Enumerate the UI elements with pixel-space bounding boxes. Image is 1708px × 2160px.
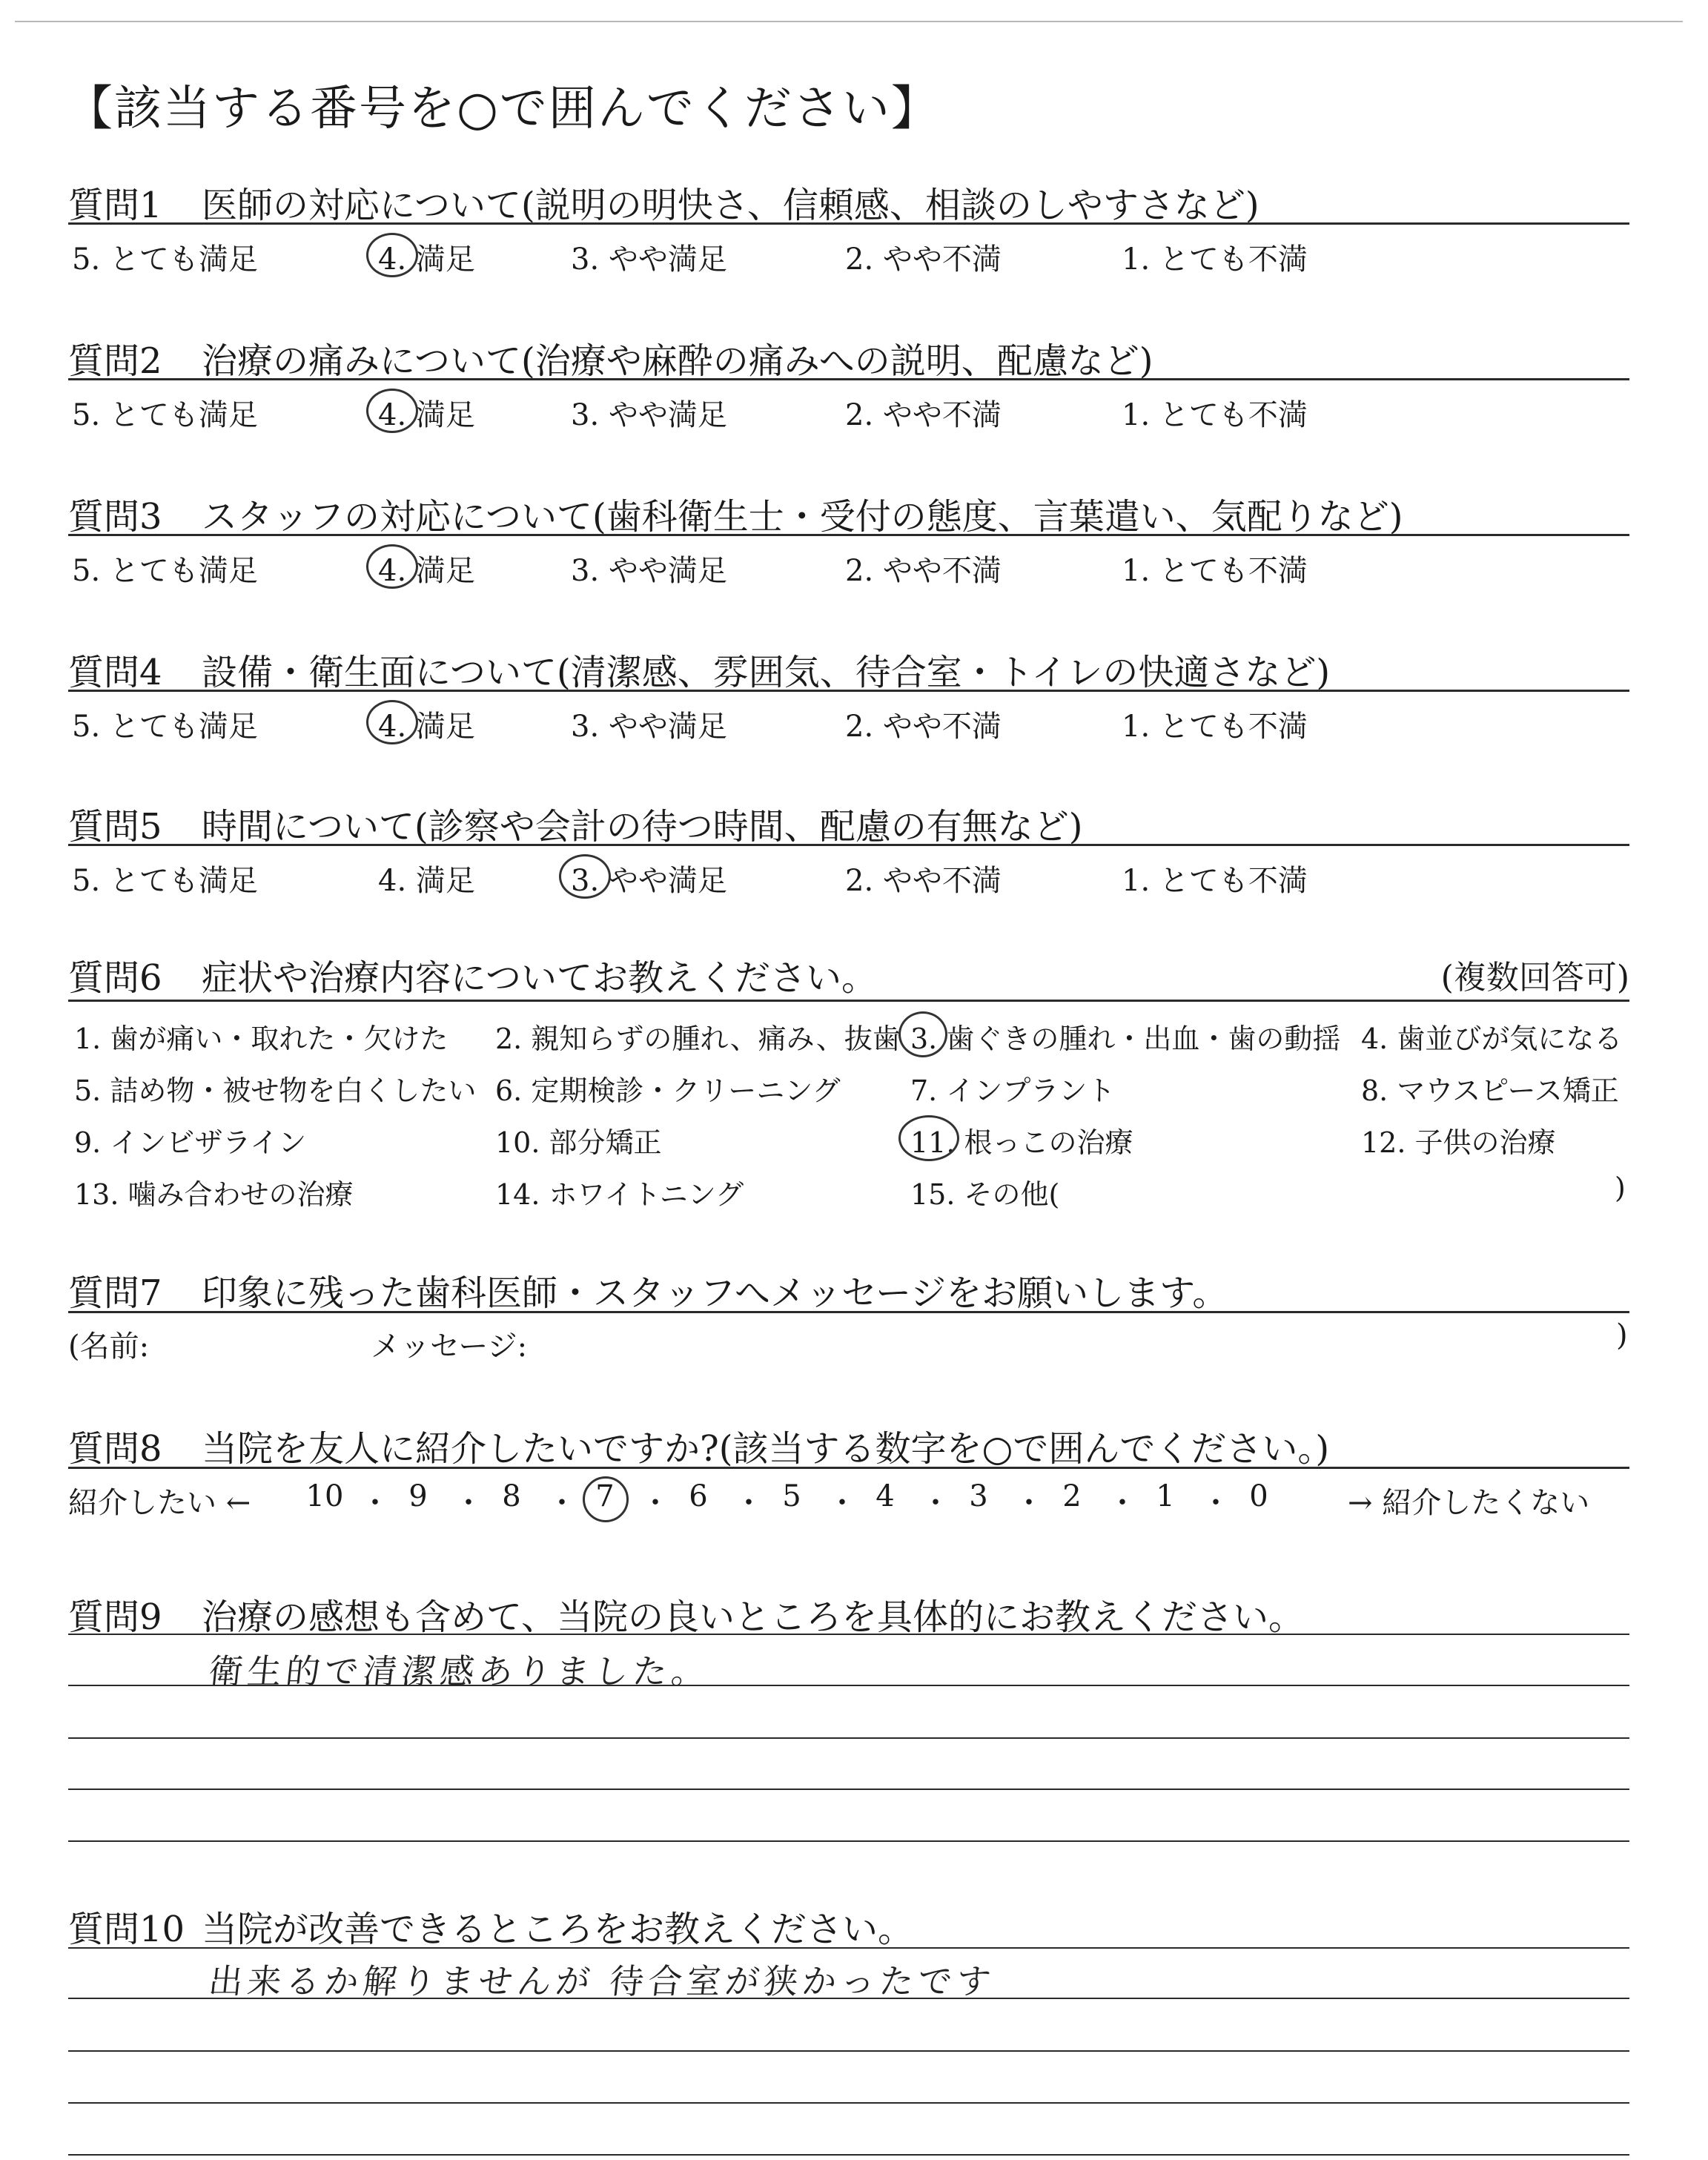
scale-value[interactable]: 10 — [305, 1479, 344, 1513]
scale-separator: ・ — [1108, 1486, 1137, 1520]
q10-handwritten-answer: 出来るか解りませんが 待合室が狭かったです — [206, 1961, 998, 2001]
scale-value[interactable]: 1 — [1156, 1479, 1175, 1513]
rating-option[interactable]: 1. とても不満 — [1122, 864, 1308, 898]
rating-option[interactable]: 2. やや不満 — [845, 710, 1002, 744]
answer-line — [68, 2102, 1629, 2104]
question-label: 質問4 — [68, 652, 162, 693]
question-5-title — [68, 798, 1083, 849]
rating-option[interactable]: 4. 満足 — [378, 554, 475, 588]
question-rule — [68, 690, 1629, 692]
q6-option[interactable]: 15. その他( — [910, 1178, 1060, 1211]
message-label: メッセージ: — [371, 1330, 528, 1364]
answer-line — [68, 1634, 1629, 1635]
selected-answer-circle — [583, 1476, 629, 1522]
question-text: 医師の対応について(説明の明快さ、信頼感、相談のしやすさなど) — [202, 185, 1260, 226]
rating-option[interactable]: 5. とても満足 — [72, 864, 258, 898]
question-label: 質問7 — [68, 1272, 162, 1314]
answer-line — [68, 1685, 1629, 1686]
q6-option[interactable]: 3. 歯ぐきの腫れ・出血・歯の動揺 — [910, 1023, 1341, 1055]
scale-separator: ・ — [734, 1486, 764, 1520]
rating-option[interactable]: 1. とても不満 — [1122, 710, 1308, 744]
message-close-paren: ) — [1616, 1318, 1628, 1353]
q6-option[interactable]: 14. ホワイトニング — [495, 1178, 744, 1211]
selected-answer-circle — [898, 1115, 959, 1161]
q6-option[interactable]: 8. マウスピース矯正 — [1361, 1074, 1619, 1107]
question-text: 時間について(診察や会計の待つ時間、配慮の有無など) — [202, 806, 1083, 848]
rating-option[interactable]: 3. やや満足 — [571, 398, 727, 432]
rating-option[interactable]: 5. とても満足 — [72, 242, 258, 277]
scale-value[interactable]: 3 — [969, 1479, 988, 1513]
scale-value[interactable]: 5 — [782, 1479, 801, 1513]
selected-answer-circle — [366, 700, 418, 744]
question-label: 質問1 — [68, 185, 162, 226]
rating-option[interactable]: 1. とても不満 — [1122, 554, 1308, 588]
question-1-title — [68, 176, 1260, 228]
question-label: 質問5 — [68, 806, 162, 848]
question-text: スタッフの対応について(歯科衛生士・受付の態度、言葉遣い、気配りなど) — [202, 496, 1403, 538]
answer-line — [68, 1789, 1629, 1790]
rating-option[interactable]: 1. とても不満 — [1122, 398, 1308, 432]
rating-option[interactable]: 3. やや満足 — [571, 710, 727, 744]
question-label: 質問3 — [68, 496, 162, 538]
rating-option[interactable]: 5. とても満足 — [72, 710, 258, 744]
question-3-title — [68, 488, 1403, 539]
question-text: 当院を友人に紹介したいですか?(該当する数字を○で囲んでください。) — [202, 1428, 1330, 1470]
q6-option[interactable]: 7. インプラント — [910, 1074, 1116, 1107]
question-10-title — [68, 1900, 913, 1952]
scale-separator: ・ — [360, 1486, 390, 1520]
rating-option[interactable]: 1. とても不満 — [1122, 242, 1308, 277]
rating-option[interactable]: 3. やや満足 — [571, 864, 727, 898]
rating-option[interactable]: 5. とても満足 — [72, 398, 258, 432]
question-6-title — [68, 949, 877, 1000]
name-label: (名前: — [68, 1330, 150, 1364]
question-label: 質問10 — [68, 1909, 185, 1950]
scale-separator: ・ — [547, 1486, 577, 1520]
question-text: 症状や治療内容についてお教えください。 — [202, 957, 878, 999]
scale-separator: ・ — [1201, 1486, 1231, 1520]
question-text: 印象に残った歯科医師・スタッフへメッセージをお願いします。 — [202, 1272, 1228, 1314]
other-close-paren: ) — [1615, 1172, 1626, 1204]
question-rule — [68, 844, 1629, 846]
scale-value[interactable]: 2 — [1062, 1479, 1082, 1513]
rating-option[interactable]: 2. やや不満 — [845, 398, 1002, 432]
selected-answer-circle — [366, 544, 418, 589]
q6-option[interactable]: 6. 定期検診・クリーニング — [495, 1074, 841, 1107]
q6-option[interactable]: 4. 歯並びが気になる — [1361, 1023, 1623, 1055]
instruction-header: 【該当する番号を○で囲んでください】 — [65, 82, 940, 136]
rating-option[interactable]: 2. やや不満 — [845, 554, 1002, 588]
top-border — [15, 21, 1683, 22]
question-4-title — [68, 644, 1330, 695]
question-text: 設備・衛生面について(清潔感、雰囲気、待合室・トイレの快適さなど) — [202, 652, 1331, 693]
answer-line — [68, 2050, 1629, 2052]
question-rule — [68, 222, 1629, 225]
q6-option[interactable]: 13. 噛み合わせの治療 — [74, 1178, 354, 1211]
selected-answer-circle — [559, 854, 611, 899]
question-6-rule — [68, 1000, 1629, 1002]
rating-option[interactable]: 2. やや不満 — [845, 242, 1002, 277]
scale-separator: ・ — [640, 1486, 670, 1520]
scale-separator: ・ — [921, 1486, 950, 1520]
question-7-rule — [68, 1311, 1629, 1313]
scale-value[interactable]: 0 — [1249, 1479, 1268, 1513]
rating-option[interactable]: 3. やや満足 — [571, 242, 727, 277]
question-7-title — [68, 1264, 1228, 1315]
scale-value[interactable]: 4 — [875, 1479, 895, 1513]
rating-option[interactable]: 4. 満足 — [378, 864, 475, 898]
rating-option[interactable]: 4. 満足 — [378, 710, 475, 744]
multiple-answers-note: (複数回答可) — [1440, 959, 1629, 997]
q6-option[interactable]: 12. 子供の治療 — [1361, 1126, 1556, 1159]
q6-option[interactable]: 11. 根っこの治療 — [910, 1126, 1133, 1159]
question-rule — [68, 378, 1629, 380]
question-8-rule — [68, 1467, 1629, 1469]
question-label: 質問2 — [68, 340, 162, 382]
question-8-title — [68, 1420, 1329, 1471]
q6-option[interactable]: 2. 親知らずの腫れ、痛み、抜歯 — [495, 1023, 901, 1055]
scale-right-label: → 紹介したくない — [1348, 1486, 1590, 1520]
scale-separator: ・ — [1014, 1486, 1044, 1520]
question-label: 質問9 — [68, 1596, 162, 1638]
scale-value[interactable]: 9 — [408, 1479, 428, 1513]
scale-separator: ・ — [454, 1486, 483, 1520]
answer-line — [68, 1737, 1629, 1739]
answer-line — [68, 2154, 1629, 2156]
q6-option[interactable]: 5. 詰め物・被せ物を白くしたい — [74, 1074, 477, 1107]
selected-answer-circle — [366, 389, 418, 433]
q6-option[interactable]: 9. インビザライン — [74, 1126, 307, 1159]
q9-handwritten-answer: 衛生的で清潔感ありました。 — [206, 1651, 712, 1691]
question-label: 質問8 — [68, 1428, 162, 1470]
answer-line — [68, 1998, 1629, 1999]
q6-option[interactable]: 1. 歯が痛い・取れた・欠けた — [74, 1023, 448, 1055]
scale-value[interactable]: 8 — [502, 1479, 521, 1513]
answer-line — [68, 1947, 1629, 1949]
rating-option[interactable]: 5. とても満足 — [72, 554, 258, 588]
question-rule — [68, 534, 1629, 536]
rating-option[interactable]: 4. 満足 — [378, 398, 475, 432]
question-text: 当院が改善できるところをお教えください。 — [202, 1909, 914, 1950]
question-label: 質問6 — [68, 957, 162, 999]
rating-option[interactable]: 4. 満足 — [378, 242, 475, 277]
question-9-title — [68, 1588, 1304, 1639]
answer-line — [68, 1840, 1629, 1842]
selected-answer-circle — [898, 1011, 947, 1057]
scale-value[interactable]: 7 — [595, 1479, 615, 1513]
question-2-title — [68, 332, 1153, 383]
question-text: 治療の痛みについて(治療や麻酔の痛みへの説明、配慮など) — [202, 340, 1153, 382]
question-text: 治療の感想も含めて、当院の良いところを具体的にお教えください。 — [202, 1596, 1305, 1638]
scale-left-label: 紹介したい ← — [68, 1486, 251, 1520]
rating-option[interactable]: 2. やや不満 — [845, 864, 1002, 898]
scale-value[interactable]: 6 — [689, 1479, 708, 1513]
selected-answer-circle — [366, 233, 418, 277]
rating-option[interactable]: 3. やや満足 — [571, 554, 727, 588]
q6-option[interactable]: 10. 部分矯正 — [495, 1126, 662, 1159]
scale-separator: ・ — [827, 1486, 857, 1520]
